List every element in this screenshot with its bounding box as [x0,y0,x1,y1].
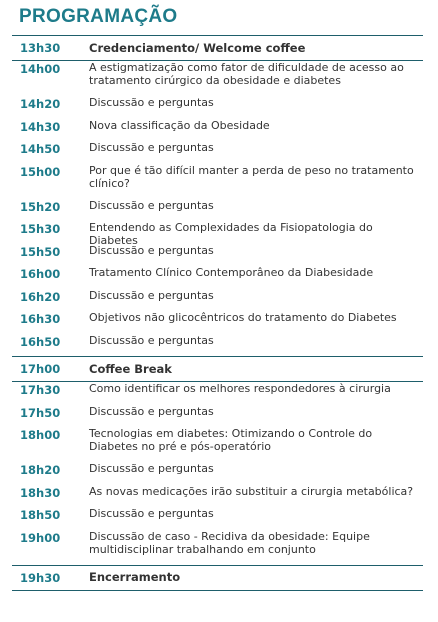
schedule-topic: Discussão e perguntas [89,288,214,302]
schedule-time: 16h50 [20,334,61,349]
schedule-row [12,119,423,142]
schedule-time: 16h30 [20,312,61,326]
schedule-row [12,244,423,267]
schedule-row [12,334,423,357]
schedule-time: 17h30 [20,383,61,397]
schedule-row [12,485,423,508]
schedule-topic: Discussão e perguntas [89,96,214,109]
schedule-topic: Tratamento Clínico Contemporâneo da Diabesidade [89,266,374,279]
schedule-time: 18h20 [20,463,61,477]
schedule-topic: As novas medicações irão substituir a cirurgia metabólica? [89,484,414,498]
schedule-time: 16h00 [20,267,61,281]
schedule-row [12,462,423,485]
schedule-time: 13h30 [20,41,61,55]
schedule-time: 14h00 [20,62,61,76]
schedule-topic: Discussão e perguntas [89,333,214,347]
schedule-row [12,311,423,334]
schedule-row [12,96,423,119]
schedule-topic: Discussão e perguntas [89,141,214,154]
schedule-time: 15h20 [20,199,61,214]
schedule-row [12,221,423,247]
schedule-time: 18h00 [20,428,61,442]
schedule-row [12,382,423,405]
schedule-time: 19h30 [20,570,61,585]
schedule-section-row [12,35,423,61]
schedule-topic: Discussão e perguntas [89,243,214,257]
schedule-row [12,507,423,530]
schedule-time: 15h30 [20,222,61,236]
schedule-time: 14h20 [20,97,61,111]
schedule-time: 17h50 [20,405,61,420]
schedule-table [12,35,423,591]
schedule-time: 18h50 [20,508,61,522]
schedule-topic: Discussão e perguntas [89,404,214,418]
schedule-topic: Encerramento [89,570,181,584]
schedule-time: 18h30 [20,485,61,500]
schedule-row [12,427,423,462]
schedule-row [12,141,423,164]
schedule-section-row [12,565,423,591]
schedule-topic: Credenciamento/ Welcome coffee [89,40,306,55]
page-title: PROGRAMAÇÃO [19,6,178,27]
schedule-topic: Discussão e perguntas [89,198,214,212]
schedule-topic: Nova classificação da Obesidade [89,118,270,132]
schedule-row [12,405,423,428]
schedule-row [12,289,423,312]
schedule-topic: Tecnologias em diabetes: Otimizando o Controle do Diabetes no pré e pós-operatório [89,427,373,453]
schedule-topic: Discussão e perguntas [89,462,214,475]
schedule-topic: Entendendo as Complexidades da Fisiopatologia do Diabetes [89,221,373,247]
schedule-topic: Discussão e perguntas [89,507,214,520]
schedule-time: 14h50 [20,142,61,156]
schedule-topic: Por que é tão difícil manter a perda de peso no tratamento clínico? [89,163,414,190]
schedule-topic: Discussão de caso - Recidiva da obesidade: Equipe multidisciplinar trabalhando em conjunto [89,529,370,556]
schedule-row [12,164,423,199]
schedule-section-row [12,356,423,382]
schedule-time: 16h20 [20,289,61,304]
schedule-time: 19h00 [20,530,61,545]
schedule-time: 17h00 [20,362,61,376]
schedule-topic: Objetivos não glicocêntricos do tratamento do Diabetes [89,311,397,324]
schedule-row [12,530,423,565]
schedule-row [12,199,423,222]
schedule-time: 14h30 [20,119,61,134]
schedule-topic: A estigmatização como fator de dificuldade de acesso ao tratamento cirúrgico da obesidade e diabetes [89,61,404,87]
schedule-row [12,61,423,96]
schedule-time: 15h50 [20,244,61,259]
schedule-row [12,266,423,289]
schedule-topic: Coffee Break [89,361,172,376]
schedule-topic: Como identificar os melhores respondedores à cirurgia [89,382,391,395]
schedule-time: 15h00 [20,164,61,179]
